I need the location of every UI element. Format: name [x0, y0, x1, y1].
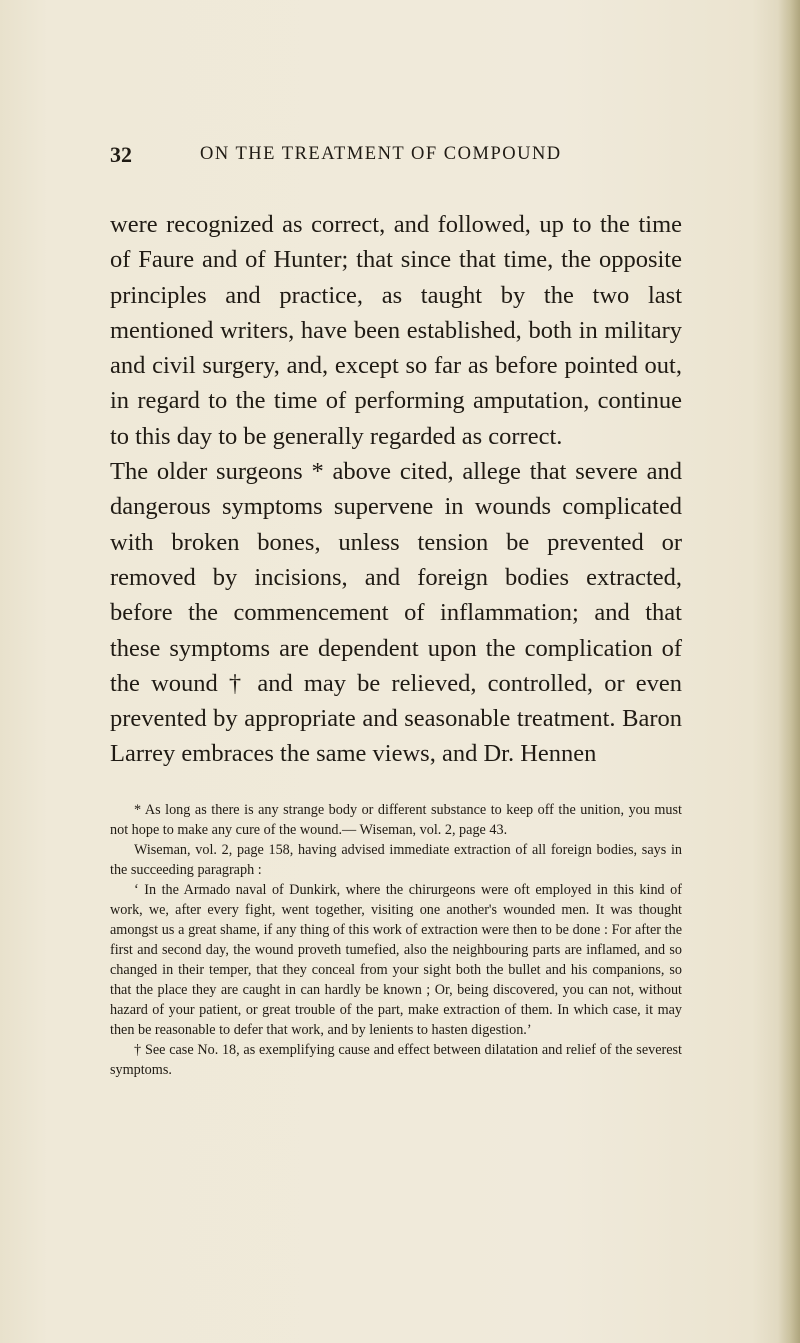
paragraph-2: The older surgeons * above cited, allege that severe and dangerous symptoms supervene in wounds complicated with broken bones, unless tension be prevented or removed by incisions, and foreign bodies extracted, before the commencement of inflammation; and that these symptoms are dependent upon the complication of the wound † and may be relieved, controlled, or even prevented by appropriate and seasonable treatment. Baron Larrey embraces the same views, and Dr. Hennen [110, 458, 682, 768]
footnote-2: Wiseman, vol. 2, page 158, having advised immediate extraction of all foreign bodies, says in the succeeding paragraph : [110, 842, 682, 878]
paragraph-1: were recognized as correct, and followed, up to the time of Faure and of Hunter; that since that time, the opposite principles and practice, as taught by the two last mentioned writers, have been established, both in military and civil surgery, and, except so far as before pointed out, in regard to the time of performing amputation, continue to this day to be generally regarded as correct. [110, 211, 682, 450]
footnote-3: ‘ In the Armado naval of Dunkirk, where the chirurgeons were oft employed in this kind of work, we, after every fight, went together, visiting one another's wounded men. It was thought amongst us a great shame, if any thing of this work of extraction were then to be done : For after the first and second day, the wound proveth tumefied, also the neighbouring parts are inflamed, and so changed in their temper, that they conceal from your sight both the bullet and his companions, so that the place they are caught in can hardly be known ; Or, being discovered, you can not, without hazard of your patient, or great trouble of the part, make extraction of them. In which case, it may then be reasonable to defer that work, and by lenients to hasten digestion.’ [110, 882, 682, 1038]
running-head: ON THE TREATMENT OF COMPOUND [200, 144, 562, 164]
footnotes [110, 800, 682, 1080]
page-header [110, 142, 690, 172]
main-text [110, 207, 682, 772]
footnote-4: † See case No. 18, as exemplifying cause and effect between dilatation and relief of the severest symptoms. [110, 1042, 682, 1078]
page-edge-shading [778, 0, 800, 1343]
page-number: 32 [110, 142, 132, 167]
footnote-1: * As long as there is any strange body or different substance to keep off the unition, you must not hope to make any cure of the wound.— Wiseman, vol. 2, page 43. [110, 802, 682, 838]
